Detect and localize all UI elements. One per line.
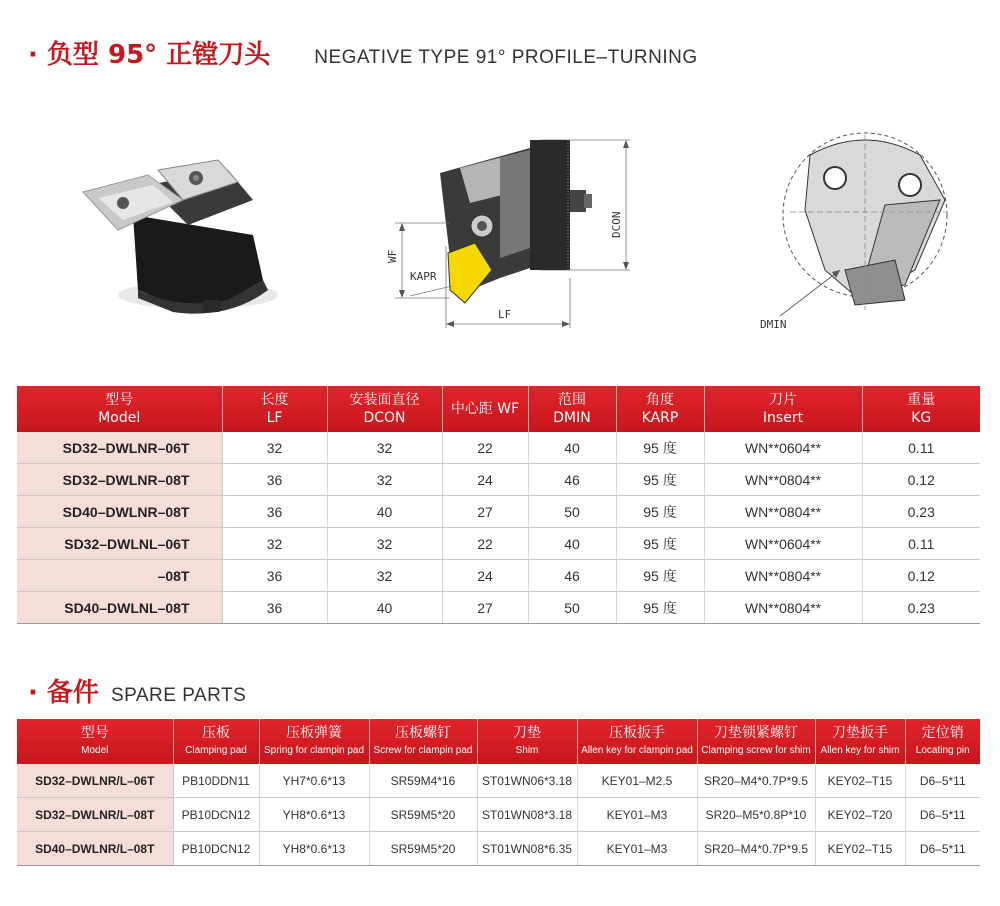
cell-model: SD32–DWLNR/L–08T <box>17 798 173 832</box>
col-model: 型号 Model <box>17 386 222 432</box>
cell-dcon: 32 <box>327 432 442 464</box>
cell-model: SD32–DWLNR–08T <box>17 464 222 496</box>
label-lf: LF <box>498 308 512 321</box>
col-karp: 角度 KARP <box>616 386 704 432</box>
cell-wf: 22 <box>442 528 528 560</box>
cell-allen-key-pad: KEY01–M3 <box>577 832 697 866</box>
cell-spring: YH7*0.6*13 <box>259 764 369 798</box>
cell-wf: 27 <box>442 496 528 528</box>
label-wf: WF <box>386 249 399 263</box>
title-en: NEGATIVE TYPE 91° PROFILE–TURNING <box>314 47 698 68</box>
table-row <box>17 528 980 560</box>
cell-insert: WN**0804** <box>704 464 862 496</box>
cell-dmin: 50 <box>528 496 616 528</box>
table-row <box>17 832 980 866</box>
cell-wf: 22 <box>442 432 528 464</box>
col-lf: 长度 LF <box>222 386 327 432</box>
cell-insert: WN**0804** <box>704 560 862 592</box>
cell-screw: SR59M4*16 <box>369 764 477 798</box>
cell-karp: 95 度 <box>616 592 704 624</box>
cell-locating-pin: D6–5*11 <box>905 798 980 832</box>
cell-weight: 0.11 <box>862 528 980 560</box>
cell-shim-screw: SR20–M4*0.7P*9.5 <box>697 832 815 866</box>
table-row <box>17 432 980 464</box>
cell-allen-key-shim: KEY02–T15 <box>815 832 905 866</box>
side-view-drawing <box>380 128 640 338</box>
cell-wf: 24 <box>442 560 528 592</box>
col-wf: 中心距 WF <box>442 386 528 432</box>
label-kapr: KAPR <box>410 270 437 283</box>
cell-weight: 0.11 <box>862 432 980 464</box>
col-locating-pin: 定位销 Locating pin <box>905 719 980 764</box>
cell-dmin: 46 <box>528 464 616 496</box>
col-spring: 压板弹簧 Spring for clampin pad <box>259 719 369 764</box>
label-dmin: DMIN <box>760 318 787 331</box>
cell-karp: 95 度 <box>616 432 704 464</box>
cell-model: SD32–DWLNL–06T <box>17 528 222 560</box>
cell-screw: SR59M5*20 <box>369 832 477 866</box>
cell-karp: 95 度 <box>616 496 704 528</box>
cell-locating-pin: D6–5*11 <box>905 764 980 798</box>
col-shim: 刀垫 Shim <box>477 719 577 764</box>
cell-lf: 32 <box>222 432 327 464</box>
cell-wf: 24 <box>442 464 528 496</box>
cell-insert: WN**0604** <box>704 432 862 464</box>
cell-dcon: 40 <box>327 496 442 528</box>
table-row <box>17 592 980 624</box>
col-dmin: 范围 DMIN <box>528 386 616 432</box>
spare-title-en: SPARE PARTS <box>110 685 247 706</box>
cell-dcon: 32 <box>327 528 442 560</box>
spec-table-header <box>17 386 980 432</box>
cell-model: SD40–DWLNL–08T <box>17 592 222 624</box>
col-insert: 刀片 Insert <box>704 386 862 432</box>
cell-shim-screw: SR20–M5*0.8P*10 <box>697 798 815 832</box>
cell-weight: 0.12 <box>862 464 980 496</box>
section-title-spare-parts <box>28 672 246 709</box>
cell-weight: 0.23 <box>862 592 980 624</box>
cell-karp: 95 度 <box>616 560 704 592</box>
cell-lf: 36 <box>222 464 327 496</box>
cell-dmin: 50 <box>528 592 616 624</box>
table-row <box>17 496 980 528</box>
cell-model: SD32–DWLNR–06T <box>17 432 222 464</box>
cell-allen-key-shim: KEY02–T15 <box>815 764 905 798</box>
cell-dmin: 40 <box>528 528 616 560</box>
cell-model: SD32–DWLNR/L–06T <box>17 764 173 798</box>
cell-shim: ST01WN06*3.18 <box>477 764 577 798</box>
cell-model: SD40–DWLNR–08T <box>17 496 222 528</box>
cell-dmin: 40 <box>528 432 616 464</box>
cell-wf: 27 <box>442 592 528 624</box>
cell-clamping-pad: PB10DCN12 <box>173 832 259 866</box>
cell-dcon: 40 <box>327 592 442 624</box>
cell-insert: WN**0804** <box>704 496 862 528</box>
cell-lf: 32 <box>222 528 327 560</box>
cell-spring: YH8*0.6*13 <box>259 798 369 832</box>
product-photo <box>78 140 288 320</box>
col-model: 型号 Model <box>17 719 173 764</box>
cell-locating-pin: D6–5*11 <box>905 832 980 866</box>
cell-allen-key-shim: KEY02–T20 <box>815 798 905 832</box>
table-row <box>17 798 980 832</box>
title-zh: · 负型 95° 正镗刀头 <box>28 40 271 70</box>
spare-title-zh: · 备件 <box>28 678 99 708</box>
cell-shim: ST01WN08*3.18 <box>477 798 577 832</box>
cell-shim-screw: SR20–M4*0.7P*9.5 <box>697 764 815 798</box>
cell-karp: 95 度 <box>616 528 704 560</box>
col-weight: 重量 KG <box>862 386 980 432</box>
cell-shim: ST01WN08*6.35 <box>477 832 577 866</box>
cell-model: SD40–DWLNR/L–08T <box>17 832 173 866</box>
col-dcon: 安装面直径 DCON <box>327 386 442 432</box>
table-row <box>17 464 980 496</box>
section-title-profile-turning <box>28 34 698 71</box>
col-shim-screw: 刀垫锁紧螺钉 Clamping screw for shim <box>697 719 815 764</box>
spare-table-header <box>17 719 980 764</box>
cell-model: –08T <box>17 560 222 592</box>
cell-spring: YH8*0.6*13 <box>259 832 369 866</box>
col-clamping-pad: 压板 Clamping pad <box>173 719 259 764</box>
cell-dcon: 32 <box>327 464 442 496</box>
cell-allen-key-pad: KEY01–M3 <box>577 798 697 832</box>
cell-allen-key-pad: KEY01–M2.5 <box>577 764 697 798</box>
cell-weight: 0.12 <box>862 560 980 592</box>
col-allen-key-pad: 压板扳手 Allen key for clampin pad <box>577 719 697 764</box>
cell-lf: 36 <box>222 560 327 592</box>
table-row <box>17 560 980 592</box>
cell-dcon: 32 <box>327 560 442 592</box>
cell-dmin: 46 <box>528 560 616 592</box>
col-allen-key-shim: 刀垫扳手 Allen key for shim <box>815 719 905 764</box>
spare-parts-table <box>17 719 980 866</box>
cell-karp: 95 度 <box>616 464 704 496</box>
table-row <box>17 764 980 798</box>
cell-screw: SR59M5*20 <box>369 798 477 832</box>
end-view-drawing <box>755 120 955 335</box>
cell-insert: WN**0604** <box>704 528 862 560</box>
cell-clamping-pad: PB10DDN11 <box>173 764 259 798</box>
cell-insert: WN**0804** <box>704 592 862 624</box>
col-screw: 压板螺钉 Screw for clampin pad <box>369 719 477 764</box>
cell-weight: 0.23 <box>862 496 980 528</box>
label-dcon: DCON <box>610 211 623 238</box>
cell-lf: 36 <box>222 496 327 528</box>
spec-table <box>17 386 980 624</box>
cell-lf: 36 <box>222 592 327 624</box>
cell-clamping-pad: PB10DCN12 <box>173 798 259 832</box>
